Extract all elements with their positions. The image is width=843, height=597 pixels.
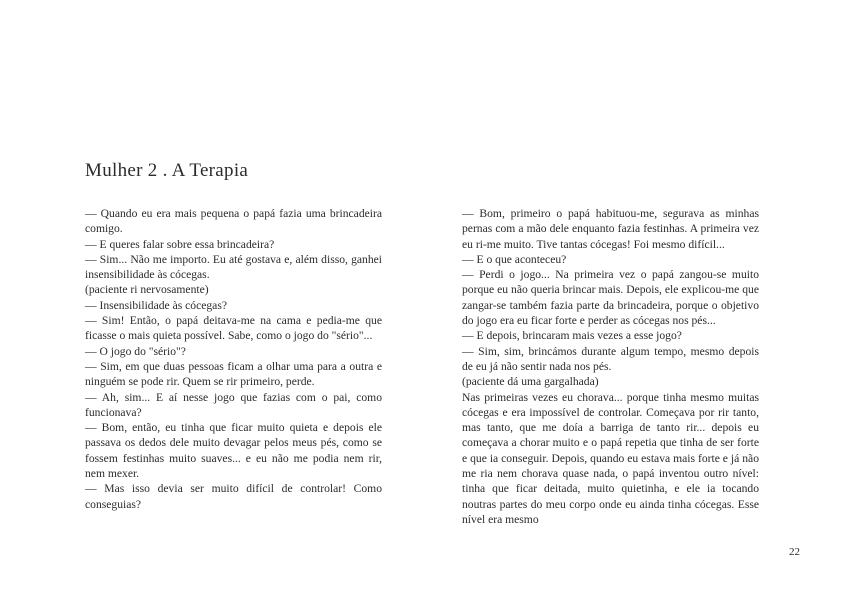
paragraph: — E o que aconteceu? [462, 252, 567, 266]
page-number: 22 [789, 546, 800, 558]
left-text-column [85, 206, 382, 512]
paragraph: — E depois, brincaram mais vezes a esse jogo? [462, 329, 682, 343]
paragraph: — Sim, em que duas pessoas ficam a olhar uma para a outra e ninguém se pode rir. Quem se rir primeiro, perde. [85, 359, 382, 389]
paragraph: (paciente dá uma gargalhada) [462, 375, 599, 389]
paragraph: — E queres falar sobre essa brincadeira? [85, 237, 275, 251]
paragraph: — Ah, sim... E aí nesse jogo que fazias com o pai, como funcionava? [85, 390, 382, 419]
paragraph: — Bom, primeiro o papá habituou-me, segurava as minhas pernas com a mão dele enquanto fazia festinhas. A primeira vez eu ri-me muito. Tive tantas cócegas! Foi mesmo difícil... [462, 207, 759, 251]
paragraph: — Sim... Não me importo. Eu até gostava e, além disso, ganhei insensibilidade às cócegas. [85, 252, 382, 282]
chapter-title: Mulher 2 . A Terapia [85, 159, 249, 181]
paragraph: — Sim, sim, brincámos durante algum tempo, mesmo depois de eu já não sentir nada nos pés. [462, 344, 759, 373]
paragraph: — Insensibilidade às cócegas? [85, 298, 227, 312]
paragraph: — Quando eu era mais pequena o papá fazia uma brincadeira comigo. [85, 207, 382, 236]
paragraph: Nas primeiras vezes eu chorava... porque tinha mesmo muitas cócegas e era impossível de controlar. Começava por rir tanto, mas tanto, que me doía a barriga de tanto rir... depois eu começava a chorar muito e o papá repetia que tinha de ser forte e que ia conseguir. Depois, quando eu estava mais forte e já não me ria nem chorava quase nada, o papá inventou outro nível: tinha que ficar deitada, muito quietinha, e ele ia tocando noutras partes do meu corpo onde eu ainda tinha cócegas. Esse nível era mesmo [462, 390, 759, 526]
paragraph: — O jogo do "sério"? [85, 344, 186, 358]
paragraph: — Sim! Então, o papá deitava-me na cama e pedia-me que ficasse o mais quieta possível. Sabe, como o jogo do "sério"... [85, 314, 382, 343]
paragraph: — Mas isso devia ser muito difícil de controlar! Como conseguias? [85, 482, 382, 511]
paragraph: (paciente ri nervosamente) [85, 283, 209, 297]
paragraph: — Bom, então, eu tinha que ficar muito quieta e depois ele passava os dedos dele muito devagar pelos meus pés, como se fossem festinhas muito suaves... e eu não me podia nem rir, nem mexer. [85, 421, 382, 481]
paragraph: — Perdi o jogo... Na primeira vez o papá zangou-se muito porque eu não queria brincar mais. Depois, ele explicou-me que zangar-se também fazia parte da brincadeira, porque o objetivo do jogo era eu ficar forte e perder as cócegas nos pés... [462, 268, 759, 328]
right-text-column [462, 206, 759, 527]
